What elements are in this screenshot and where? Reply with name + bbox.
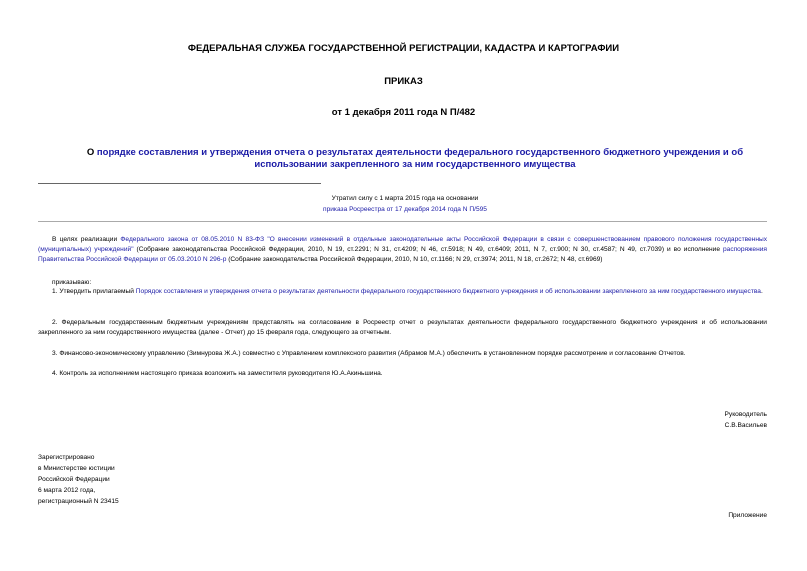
appendix-label: Приложение bbox=[728, 512, 767, 519]
procedure-link[interactable]: Порядок составления и утверждения отчета о результатах деятельности федерального государственного бюджетного учреждения и об использовании закрепленного за ним государственного имущества bbox=[135, 288, 761, 295]
item3-text: 3. Финансово-экономическому управлению (Зимнурова Ж.А.) совместно с Управлением комплексного развития (Абрамов М.А.) обеспечить в установленном порядке рассмотрение и согласование Отчетов. bbox=[52, 350, 686, 357]
divider-long bbox=[38, 221, 767, 222]
title-link[interactable]: порядке составления и утверждения отчета о результатах деятельности федерального государственного бюджетного учреждения и об использовании закрепленного за ним государственного имущества bbox=[96, 147, 744, 170]
document-title bbox=[70, 147, 760, 171]
signer-name: С.В.Васильев bbox=[724, 422, 767, 429]
registration-line-2: в Министерстве юстиции bbox=[38, 465, 115, 472]
repeal-note bbox=[290, 193, 520, 215]
paragraph-item-2 bbox=[38, 318, 767, 338]
registration-line-1: Зарегистрировано bbox=[38, 454, 95, 461]
repeal-text: Утратил силу с 1 марта 2015 года на основании bbox=[331, 195, 479, 202]
federal-law-link[interactable]: Федерального закона от 08.05.2010 N 83-ФЗ "О внесении изменений в отдельные законодательные акты Российской Федерации в связи с совершенствованием правового положения государственных (муниципальных) учреждений" bbox=[38, 236, 767, 253]
document-date: от 1 декабря 2011 года N П/482 bbox=[331, 107, 476, 118]
item1-text-b: . bbox=[760, 288, 763, 295]
item1-text-a: 1. Утвердить прилагаемый bbox=[52, 288, 136, 295]
signature-block bbox=[725, 409, 767, 431]
item2-text: 2. Федеральным государственным бюджетным учреждениям представлять на согласование в Росреестр отчет о результатах деятельности федерального государственного бюджетного учреждения и об использовании закрепленного за ним государственного имущества (далее - Отчет) до 15 февраля года, следующего за отчетным. bbox=[38, 319, 767, 336]
paragraph-item-4 bbox=[38, 369, 767, 379]
order-text: приказываю: bbox=[52, 279, 92, 286]
preamble-text-c: (Собрание законодательства Российской Федерации, 2010, N 10, ст.1166; N 29, ст.3974; 2011, N 18, ст.2672; N 48, ст.6969) bbox=[226, 256, 603, 263]
registration-line-5: регистрационный N 23415 bbox=[38, 498, 119, 505]
paragraph-item-3 bbox=[38, 349, 767, 359]
document-type: ПРИКАЗ bbox=[384, 76, 423, 87]
signer-position: Руководитель bbox=[724, 411, 767, 418]
government-order-link[interactable]: распоряжения Правительства Российской Федерации от 05.03.2010 N 296-р bbox=[38, 246, 767, 263]
registration-line-3: Российской Федерации bbox=[38, 476, 110, 483]
repeal-link[interactable]: приказа Росреестра от 17 декабря 2014 года N П/595 bbox=[323, 206, 487, 213]
title-prefix: О bbox=[86, 147, 97, 158]
paragraph-item-1 bbox=[38, 287, 767, 297]
agency-name: ФЕДЕРАЛЬНАЯ СЛУЖБА ГОСУДАРСТВЕННОЙ РЕГИСТРАЦИИ, КАДАСТРА И КАРТОГРАФИИ bbox=[187, 43, 620, 54]
registration-block bbox=[38, 452, 119, 507]
preamble-text-a: В целях реализации bbox=[52, 236, 121, 243]
paragraph-preamble bbox=[38, 235, 767, 265]
preamble-text-b: (Собрание законодательства Российской Федерации, 2010, N 19, ст.2291; N 31, ст.4209; N 46, ст.5918; N 49, ст.6409; 2011, N 7, ст.900; N 30, ст.4587; N 49, ст.7039) и во исполнение bbox=[133, 246, 723, 253]
registration-line-4: 6 марта 2012 года, bbox=[38, 487, 96, 494]
item4-text: 4. Контроль за исполнением настоящего приказа возложить на заместителя руководителя Ю.А.Акиньшина. bbox=[52, 370, 383, 377]
divider-short bbox=[38, 183, 321, 184]
